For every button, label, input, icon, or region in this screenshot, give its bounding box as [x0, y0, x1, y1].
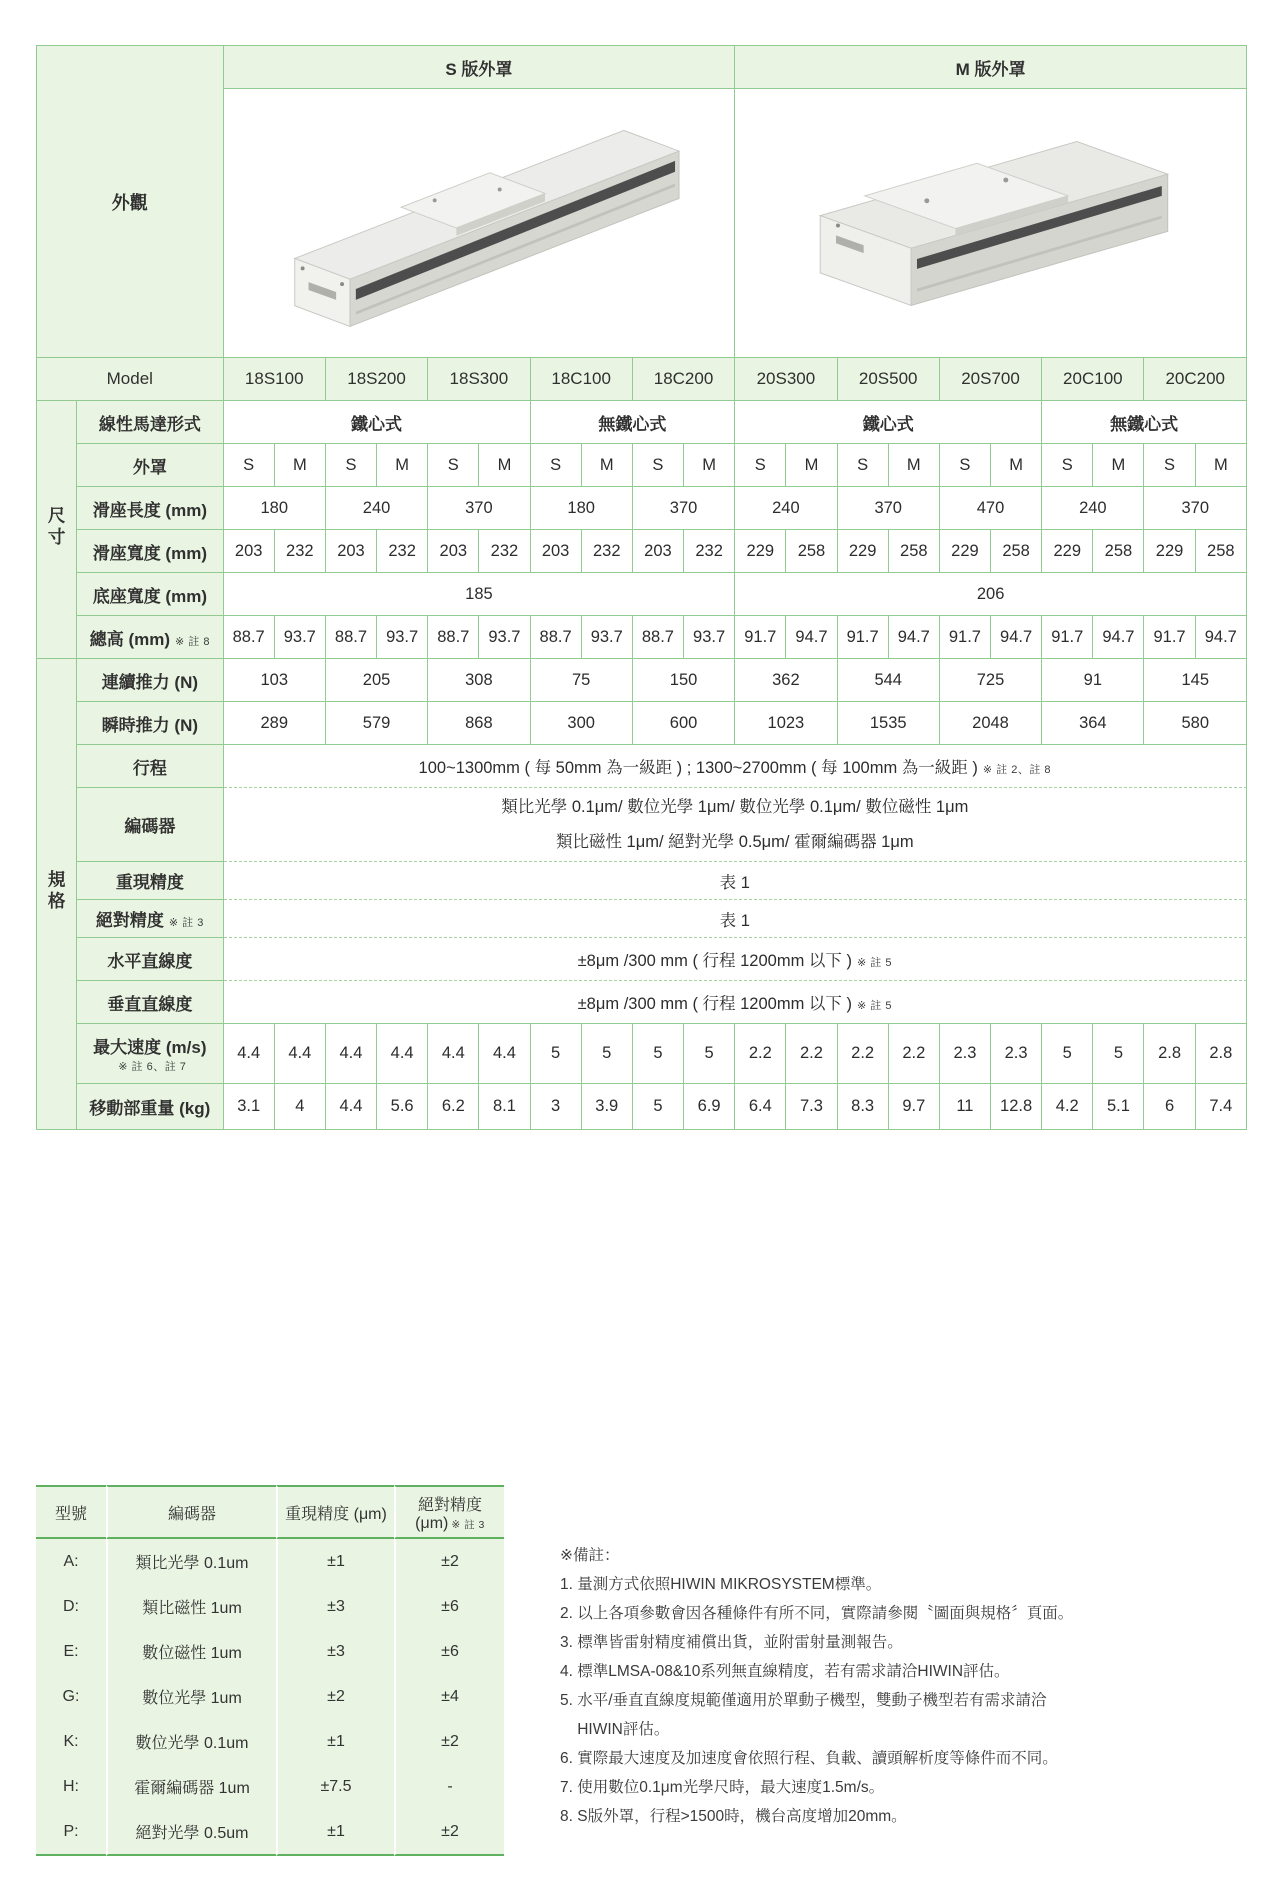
slider-length-cell: 370	[428, 487, 530, 530]
row-label-slider-width: 滑座寬度 (mm)	[77, 530, 223, 573]
repeatability-row	[37, 862, 1247, 900]
moving-mass-cell: 4.4	[326, 1084, 377, 1130]
motor-type-cell: 鐵心式	[735, 401, 1042, 444]
encoder-table-cell: 類比光學 0.1um	[106, 1539, 276, 1584]
encoder-table-header-repeatability: 重現精度 (μm)	[276, 1485, 394, 1539]
encoder-table-cell: -	[394, 1764, 504, 1809]
total-height-cell: 94.7	[889, 616, 940, 659]
encoder-table-cell: ±2	[394, 1539, 504, 1584]
repeatability-value: 表 1	[224, 862, 1247, 900]
slider-length-cell: 470	[940, 487, 1042, 530]
total-height-cell: 91.7	[735, 616, 786, 659]
total-height-cell: 91.7	[838, 616, 889, 659]
max-speed-row	[37, 1024, 1247, 1084]
encoder-table-cell: 數位光學 1um	[106, 1674, 276, 1719]
total-height-cell: 91.7	[1042, 616, 1093, 659]
max-speed-note: ※ 註 6、註 7	[118, 1060, 187, 1073]
moving-mass-cell: 3.1	[224, 1084, 275, 1130]
cover-cell: S	[940, 444, 991, 487]
model-cell: 18S200	[326, 358, 428, 401]
max-speed-cell: 2.2	[889, 1024, 940, 1084]
model-cell: 20S500	[838, 358, 940, 401]
cover-cell: M	[1196, 444, 1247, 487]
max-speed-cell: 2.3	[991, 1024, 1042, 1084]
cont-force-cell: 150	[633, 659, 735, 702]
bottom-section	[36, 1485, 1247, 1856]
encoder-table-cell: ±1	[276, 1719, 394, 1764]
encoder-table-cell: ±6	[394, 1629, 504, 1674]
moving-mass-row	[37, 1084, 1247, 1130]
model-cell: 18C200	[633, 358, 735, 401]
slider-width-cell: 229	[940, 530, 991, 573]
group-specs	[37, 659, 77, 1130]
encoder-table-header-absolute: 絕對精度 (μm) ※ 註 3	[394, 1485, 504, 1539]
group-dimensions	[37, 401, 77, 659]
cover-cell: M	[991, 444, 1042, 487]
slider-width-cell: 232	[479, 530, 530, 573]
cover-cell: S	[735, 444, 786, 487]
note-item: 8. S版外罩，行程>1500時，機台高度增加20mm。	[560, 1808, 907, 1825]
row-label-cont-force: 連續推力 (N)	[77, 659, 223, 702]
appearance-label: 外觀	[37, 46, 224, 358]
encoder-table-row	[36, 1809, 504, 1856]
cover-cell: M	[479, 444, 530, 487]
cover-cell: M	[275, 444, 326, 487]
slider-width-cell: 229	[1144, 530, 1195, 573]
encoder-table-cell: ±6	[394, 1584, 504, 1629]
slider-width-cell: 203	[531, 530, 582, 573]
slider-width-cell: 232	[684, 530, 735, 573]
vertical-value: ±8μm /300 mm ( 行程 1200mm 以下 ) ※ 註 5	[224, 981, 1247, 1024]
motor-type-cell: 無鐵心式	[1042, 401, 1247, 444]
slider-width-cell: 203	[633, 530, 684, 573]
peak-force-cell: 300	[531, 702, 633, 745]
cont-force-cell: 308	[428, 659, 530, 702]
base-width-row	[37, 573, 1247, 616]
slider-width-cell: 232	[582, 530, 633, 573]
max-speed-cell: 2.8	[1144, 1024, 1195, 1084]
encoder-table-cell: ±1	[276, 1809, 394, 1856]
max-speed-cell: 4.4	[428, 1024, 479, 1084]
model-cell: 18S100	[224, 358, 326, 401]
cont-force-cell: 103	[224, 659, 326, 702]
max-speed-cell: 4.4	[377, 1024, 428, 1084]
slider-width-cell: 258	[889, 530, 940, 573]
peak-force-cell: 868	[428, 702, 530, 745]
cover-cell: S	[633, 444, 684, 487]
encoder-accuracy-table	[36, 1485, 504, 1856]
cover-cell: S	[224, 444, 275, 487]
cont-force-cell: 91	[1042, 659, 1144, 702]
spec-table	[36, 45, 1247, 1130]
encoder-table-cell: ±2	[276, 1674, 394, 1719]
peak-force-cell: 364	[1042, 702, 1144, 745]
row-label-repeatability: 重現精度	[77, 862, 223, 900]
slider-width-row	[37, 530, 1247, 573]
s-rail-illustration	[234, 89, 724, 357]
row-label-horizontal: 水平直線度	[77, 938, 223, 981]
slider-length-cell: 370	[633, 487, 735, 530]
cont-force-row	[37, 659, 1247, 702]
cover-header-m: M 版外罩	[735, 46, 1247, 89]
encoder-table-cell: ±3	[276, 1584, 394, 1629]
max-speed-cell: 4.4	[326, 1024, 377, 1084]
row-label-max-speed: 最大速度 (m/s) ※ 註 6、註 7	[77, 1024, 223, 1084]
slider-length-row	[37, 487, 1247, 530]
max-speed-cell: 4.4	[479, 1024, 530, 1084]
horizontal-note: ※ 註 5	[857, 957, 892, 969]
moving-mass-cell: 5.6	[377, 1084, 428, 1130]
slider-width-cell: 229	[838, 530, 889, 573]
total-height-cell: 94.7	[991, 616, 1042, 659]
encoder-table-cell: ±2	[394, 1809, 504, 1856]
motor-type-cell: 無鐵心式	[531, 401, 736, 444]
total-height-cell: 88.7	[633, 616, 684, 659]
row-label-slider-length: 滑座長度 (mm)	[77, 487, 223, 530]
total-height-cell: 88.7	[428, 616, 479, 659]
cover-cell: S	[1042, 444, 1093, 487]
model-cell: 18S300	[428, 358, 530, 401]
row-label-cover: 外罩	[77, 444, 223, 487]
encoder-table-row	[36, 1764, 504, 1809]
moving-mass-cell: 6.2	[428, 1084, 479, 1130]
slider-width-cell: 258	[1093, 530, 1144, 573]
group-specs-label: 規格	[46, 870, 67, 913]
encoder-table-cell: E:	[36, 1629, 106, 1674]
notes-list	[560, 1570, 1215, 1831]
row-label-base-width: 底座寬度 (mm)	[77, 573, 223, 616]
product-photo-s	[224, 89, 736, 358]
slider-width-cell: 258	[786, 530, 837, 573]
encoder-table-header-note: ※ 註 3	[451, 1518, 485, 1531]
encoder-table-cell: 數位光學 0.1um	[106, 1719, 276, 1764]
encoder-table-header-model: 型號	[36, 1485, 106, 1539]
model-cell: 18C100	[531, 358, 633, 401]
encoder-value	[224, 788, 1247, 862]
encoder-table-cell: 數位磁性 1um	[106, 1629, 276, 1674]
note-item: 3. 標準皆雷射精度補償出貨，並附雷射量測報告。	[560, 1634, 903, 1651]
model-cell: 20C100	[1042, 358, 1144, 401]
cover-cell: S	[531, 444, 582, 487]
moving-mass-cell: 3.9	[582, 1084, 633, 1130]
horizontal-value: ±8μm /300 mm ( 行程 1200mm 以下 ) ※ 註 5	[224, 938, 1247, 981]
cover-cell: M	[582, 444, 633, 487]
max-speed-cell: 5	[633, 1024, 684, 1084]
encoder-table-cell: D:	[36, 1584, 106, 1629]
vertical-note: ※ 註 5	[857, 1000, 892, 1012]
max-speed-cell: 5	[582, 1024, 633, 1084]
cover-cell: M	[786, 444, 837, 487]
row-label-peak-force: 瞬時推力 (N)	[77, 702, 223, 745]
moving-mass-cell: 4.2	[1042, 1084, 1093, 1130]
max-speed-cell: 4.4	[275, 1024, 326, 1084]
slider-width-cell: 258	[991, 530, 1042, 573]
moving-mass-cell: 4	[275, 1084, 326, 1130]
total-height-cell: 93.7	[479, 616, 530, 659]
max-speed-cell: 2.2	[838, 1024, 889, 1084]
model-cell: 20C200	[1144, 358, 1247, 401]
model-cell: 20S700	[940, 358, 1042, 401]
encoder-table-row	[36, 1629, 504, 1674]
peak-force-cell: 1023	[735, 702, 837, 745]
cont-force-cell: 205	[326, 659, 428, 702]
row-label-stroke: 行程	[77, 745, 223, 788]
note-item: 4. 標準LMSA-08&10系列無直線精度，若有需求請洽HIWIN評估。	[560, 1663, 1010, 1680]
peak-force-cell: 600	[633, 702, 735, 745]
cont-force-cell: 725	[940, 659, 1042, 702]
slider-length-cell: 370	[838, 487, 940, 530]
slider-length-cell: 370	[1144, 487, 1247, 530]
moving-mass-cell: 6.9	[684, 1084, 735, 1130]
encoder-table-cell: 絕對光學 0.5um	[106, 1809, 276, 1856]
moving-mass-cell: 8.3	[838, 1084, 889, 1130]
max-speed-cell: 2.8	[1196, 1024, 1247, 1084]
max-speed-cell: 5	[1042, 1024, 1093, 1084]
slider-length-cell: 240	[735, 487, 837, 530]
slider-width-cell: 229	[735, 530, 786, 573]
cover-cell: S	[428, 444, 479, 487]
note-item: 1. 量測方式依照HIWIN MIKROSYSTEM標準。	[560, 1576, 882, 1593]
encoder-table-cell: 類比磁性 1um	[106, 1584, 276, 1629]
notes-title: ※備註：	[560, 1547, 620, 1564]
slider-length-cell: 240	[1042, 487, 1144, 530]
peak-force-cell: 1535	[838, 702, 940, 745]
encoder-table-row	[36, 1584, 504, 1629]
row-label-absolute: 絕對精度 ※ 註 3	[77, 900, 223, 938]
total-height-cell: 91.7	[940, 616, 991, 659]
base-width-cell: 206	[735, 573, 1247, 616]
peak-force-cell: 579	[326, 702, 428, 745]
m-rail-illustration	[776, 107, 1206, 339]
encoder-table-cell: ±2	[394, 1719, 504, 1764]
encoder-table-cell: ±4	[394, 1674, 504, 1719]
row-label-total-height: 總高 (mm) ※ 註 8	[77, 616, 223, 659]
encoder-table-cell: ±1	[276, 1539, 394, 1584]
max-speed-cell: 2.3	[940, 1024, 991, 1084]
cont-force-cell: 145	[1144, 659, 1247, 702]
moving-mass-cell: 11	[940, 1084, 991, 1130]
total-height-note: ※ 註 8	[175, 635, 210, 648]
cover-cell: M	[1093, 444, 1144, 487]
total-height-cell: 93.7	[377, 616, 428, 659]
cover-header-row	[37, 46, 1247, 89]
encoder-line-2: 類比磁性 1μm/ 絕對光學 0.5μm/ 霍爾編碼器 1μm	[555, 832, 914, 851]
note-item: 7. 使用數位0.1μm光學尺時，最大速度1.5m/s。	[560, 1779, 885, 1796]
total-height-cell: 93.7	[684, 616, 735, 659]
slider-length-cell: 180	[224, 487, 326, 530]
max-speed-cell: 4.4	[224, 1024, 275, 1084]
peak-force-row	[37, 702, 1247, 745]
slider-width-cell: 203	[224, 530, 275, 573]
encoder-line-1: 類比光學 0.1μm/ 數位光學 1μm/ 數位光學 0.1μm/ 數位磁性 1μm	[501, 797, 969, 816]
slider-width-cell: 232	[275, 530, 326, 573]
cover-cell: M	[889, 444, 940, 487]
total-height-cell: 94.7	[1093, 616, 1144, 659]
peak-force-cell: 2048	[940, 702, 1042, 745]
total-height-cell: 88.7	[531, 616, 582, 659]
slider-width-cell: 258	[1196, 530, 1247, 573]
moving-mass-cell: 5	[633, 1084, 684, 1130]
slider-width-cell: 232	[377, 530, 428, 573]
encoder-table-cell: H:	[36, 1764, 106, 1809]
horizontal-straightness-row	[37, 938, 1247, 981]
cover-header-s: S 版外罩	[224, 46, 736, 89]
encoder-table-row	[36, 1719, 504, 1764]
row-label-encoder: 編碼器	[77, 788, 223, 862]
model-row	[37, 358, 1247, 401]
encoder-table-cell: ±7.5	[276, 1764, 394, 1809]
slider-width-cell: 203	[326, 530, 377, 573]
total-height-cell: 93.7	[582, 616, 633, 659]
encoder-table-cell: ±3	[276, 1629, 394, 1674]
encoder-row	[37, 788, 1247, 862]
note-item: 2. 以上各項參數會因各種條件有所不同，實際請參閱〝圖面與規格〞頁面。	[560, 1605, 1074, 1622]
moving-mass-cell: 8.1	[479, 1084, 530, 1130]
cont-force-cell: 75	[531, 659, 633, 702]
total-height-cell: 93.7	[275, 616, 326, 659]
vertical-straightness-row	[37, 981, 1247, 1024]
encoder-table-header-row	[36, 1485, 504, 1539]
max-speed-cell: 2.2	[786, 1024, 837, 1084]
moving-mass-cell: 12.8	[991, 1084, 1042, 1130]
cont-force-cell: 362	[735, 659, 837, 702]
total-height-cell: 94.7	[1196, 616, 1247, 659]
cover-row	[37, 444, 1247, 487]
stroke-row	[37, 745, 1247, 788]
moving-mass-cell: 9.7	[889, 1084, 940, 1130]
encoder-table-row	[36, 1674, 504, 1719]
group-dimensions-label: 尺寸	[46, 505, 67, 549]
total-height-cell: 88.7	[326, 616, 377, 659]
moving-mass-cell: 7.3	[786, 1084, 837, 1130]
absolute-note: ※ 註 3	[168, 917, 204, 929]
moving-mass-cell: 6.4	[735, 1084, 786, 1130]
max-speed-cell: 5	[1093, 1024, 1144, 1084]
slider-width-cell: 203	[428, 530, 479, 573]
encoder-table-cell: K:	[36, 1719, 106, 1764]
slider-length-cell: 240	[326, 487, 428, 530]
moving-mass-cell: 5.1	[1093, 1084, 1144, 1130]
row-label-moving-mass: 移動部重量 (kg)	[77, 1084, 223, 1130]
model-cell: 20S300	[735, 358, 837, 401]
stroke-note: ※ 註 2、註 8	[982, 764, 1052, 776]
encoder-table-cell: P:	[36, 1809, 106, 1856]
motor-type-row	[37, 401, 1247, 444]
model-label: Model	[37, 358, 224, 401]
encoder-table-cell: 霍爾編碼器 1um	[106, 1764, 276, 1809]
moving-mass-cell: 6	[1144, 1084, 1195, 1130]
peak-force-cell: 289	[224, 702, 326, 745]
max-speed-cell: 2.2	[735, 1024, 786, 1084]
total-height-cell: 91.7	[1144, 616, 1195, 659]
stroke-value: 100~1300mm ( 每 50mm 為一級距 ) ; 1300~2700mm ( 每 100mm 為一級距 ) ※ 註 2、註 8	[224, 745, 1247, 788]
encoder-table-header-encoder: 編碼器	[106, 1485, 276, 1539]
moving-mass-cell: 7.4	[1196, 1084, 1247, 1130]
cont-force-cell: 544	[838, 659, 940, 702]
cover-cell: M	[377, 444, 428, 487]
slider-width-cell: 229	[1042, 530, 1093, 573]
encoder-table-cell: G:	[36, 1674, 106, 1719]
absolute-value: 表 1	[224, 900, 1247, 938]
cover-cell: S	[326, 444, 377, 487]
cover-cell: M	[684, 444, 735, 487]
absolute-accuracy-row	[37, 900, 1247, 938]
row-label-vertical: 垂直直線度	[77, 981, 223, 1024]
cover-cell: S	[1144, 444, 1195, 487]
base-width-cell: 185	[224, 573, 736, 616]
cover-cell: S	[838, 444, 889, 487]
row-label-motor-type: 線性馬達形式	[77, 401, 223, 444]
notes-block	[560, 1485, 1215, 1831]
slider-length-cell: 180	[531, 487, 633, 530]
product-photo-m	[735, 89, 1247, 358]
max-speed-cell: 5	[531, 1024, 582, 1084]
motor-type-cell: 鐵心式	[224, 401, 531, 444]
note-item: 5. 水平/垂直直線度規範僅適用於單動子機型，雙動子機型若有需求請洽 HIWIN評估。	[560, 1692, 1047, 1738]
encoder-table-cell: A:	[36, 1539, 106, 1584]
note-item: 6. 實際最大速度及加速度會依照行程、負載、讀頭解析度等條件而不同。	[560, 1750, 1058, 1767]
peak-force-cell: 580	[1144, 702, 1247, 745]
total-height-row	[37, 616, 1247, 659]
moving-mass-cell: 3	[531, 1084, 582, 1130]
total-height-cell: 94.7	[786, 616, 837, 659]
total-height-cell: 88.7	[224, 616, 275, 659]
encoder-table-row	[36, 1539, 504, 1584]
max-speed-cell: 5	[684, 1024, 735, 1084]
